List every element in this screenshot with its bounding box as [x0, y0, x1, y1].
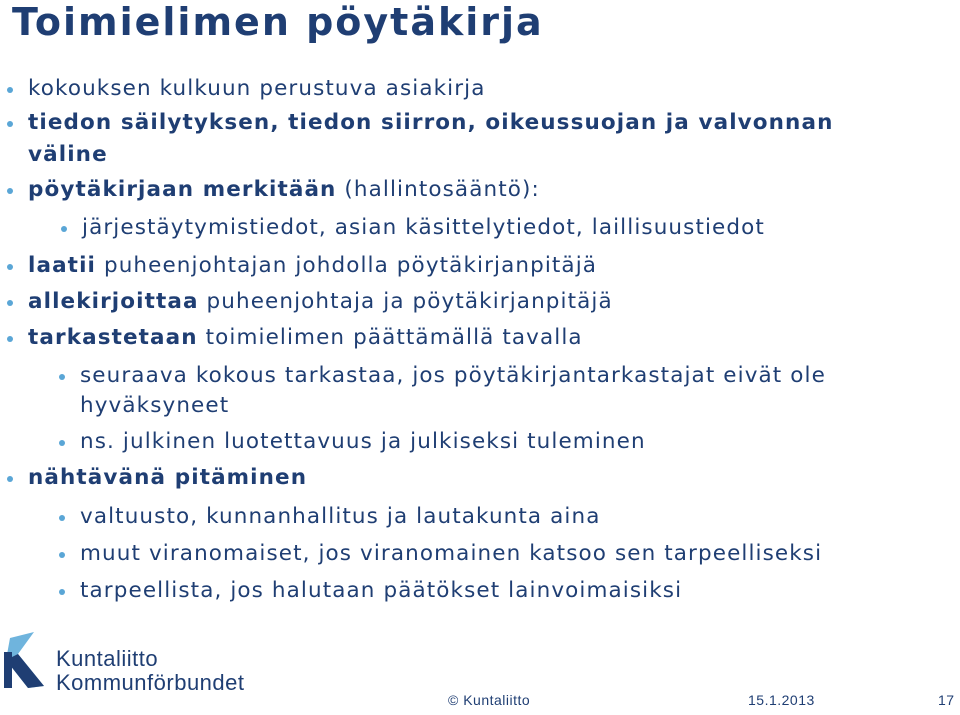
bullet-bold-text: tarkastetaan	[28, 325, 198, 350]
bullet-bold-text: pöytäkirjaan merkitään	[28, 177, 337, 202]
bullet-6-sub-1-continuation: hyväksyneet	[80, 393, 230, 418]
bullet-dot	[61, 226, 67, 232]
footer-date: 15.1.2013	[748, 692, 815, 708]
bullet-dot	[7, 121, 13, 127]
footer-copyright: © Kuntaliitto	[448, 692, 531, 708]
bullet-3-sub-1	[82, 212, 765, 244]
bullet-dot	[7, 188, 13, 194]
bullet-dot	[59, 589, 65, 595]
bullet-7	[28, 462, 307, 494]
bullet-text: toimielimen päättämällä tavalla	[197, 325, 583, 350]
bullet-dot	[7, 87, 13, 93]
bullet-text: tarpeellista, jos halutaan päätökset lainvoimaisiksi	[80, 578, 683, 603]
bullet-bold-text: nähtävänä pitäminen	[28, 465, 308, 490]
logo-text-line-2: Kommunförbundet	[56, 670, 245, 695]
bullet-7-sub-2	[80, 538, 822, 570]
bullet-text: puheenjohtaja ja pöytäkirjanpitäjä	[198, 289, 613, 314]
kuntaliitto-logo	[4, 632, 264, 694]
bullet-2-continuation: väline	[28, 142, 108, 167]
bullet-bold-text: allekirjoittaa	[28, 289, 199, 314]
bullet-dot	[59, 374, 65, 380]
bullet-4	[28, 250, 597, 282]
bullet-7-sub-1	[80, 501, 601, 533]
bullet-6	[28, 322, 583, 354]
bullet-6-sub-1	[80, 360, 826, 392]
bullet-dot	[7, 336, 13, 342]
bullet-6-sub-2	[80, 426, 646, 458]
kuntaliitto-emblem-icon	[4, 632, 50, 692]
bullet-dot	[59, 552, 65, 558]
bullet-3	[28, 174, 540, 206]
bullet-dot	[7, 300, 13, 306]
bullet-dot	[59, 515, 65, 521]
bullet-5	[28, 286, 613, 318]
bullet-text: valtuusto, kunnanhallitus ja lautakunta aina	[80, 504, 601, 529]
bullet-7-sub-3	[80, 575, 682, 607]
bullet-text: kokouksen kulkuun perustuva asiakirja	[28, 76, 486, 101]
bullet-bold-text: laatii	[28, 253, 97, 278]
bullet-text: puheenjohtajan johdolla pöytäkirjanpitäjä	[96, 253, 598, 278]
bullet-1	[28, 73, 486, 105]
footer-page-number: 17	[938, 692, 955, 708]
bullet-text: muut viranomaiset, jos viranomainen katsoo sen tarpeelliseksi	[80, 541, 823, 566]
bullet-text: (hallintosääntö):	[336, 177, 540, 202]
slide-title: Toimielimen pöytäkirja	[12, 0, 544, 44]
bullet-dot	[7, 476, 13, 482]
bullet-text: järjestäytymistiedot, asian käsittelytiedot, laillisuustiedot	[82, 215, 765, 240]
logo-text-line-1: Kuntaliitto	[56, 646, 159, 671]
bullet-text: ns. julkinen luotettavuus ja julkiseksi tuleminen	[80, 429, 646, 454]
bullet-text: tiedon säilytyksen, tiedon siirron, oikeussuojan ja valvonnan	[28, 110, 834, 135]
bullet-2	[28, 107, 833, 139]
bullet-dot	[59, 440, 65, 446]
bullet-dot	[7, 264, 13, 270]
bullet-text: seuraava kokous tarkastaa, jos pöytäkirjantarkastajat eivät ole	[80, 363, 826, 388]
